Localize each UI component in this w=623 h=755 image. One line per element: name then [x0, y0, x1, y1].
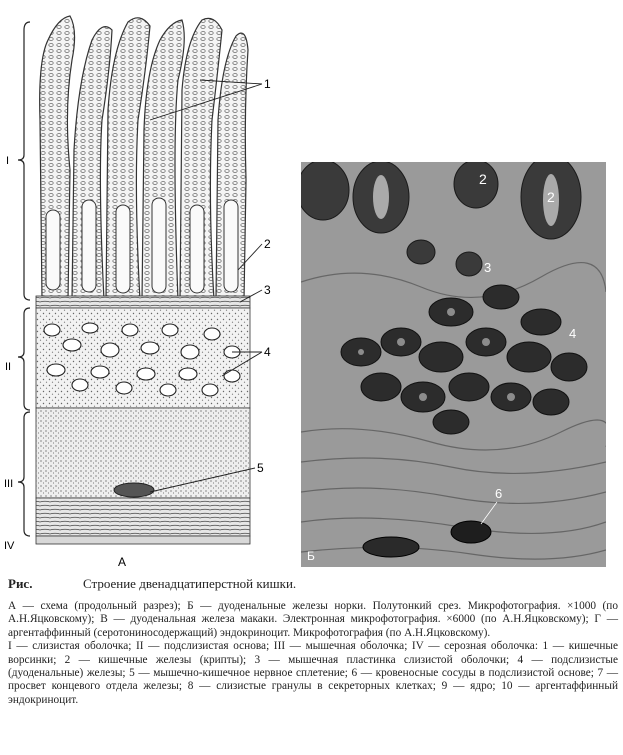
schematic-drawing-panel-a — [0, 0, 300, 572]
panel-b-letter: Б — [307, 549, 315, 563]
caption-paragraph-1: А — схема (продольный разрез); Б — дуоденальные железы норки. Полутонкий срез. Микрофотография. ×1000 (по А.Н.Яцковскому); В — дуоденальная железа макаки. Электронная микрофотография. ×6000 (по А.Н.Яцковскому); Г — аргентаффинный (серотониносодержащий) эндокриноцит. Микрофотография (по А.Н.Яцковскому). — [8, 600, 618, 639]
label-1: 1 — [264, 77, 271, 91]
submucosa-glands — [36, 308, 250, 408]
muscular-layer — [36, 408, 250, 536]
label-3: 3 — [264, 283, 271, 297]
photo-label-2b: 2 — [547, 189, 555, 205]
caption-title-text: Строение двенадцатиперстной кишки. — [83, 576, 297, 591]
layer-label-iii: III — [4, 478, 14, 490]
photo-label-6: 6 — [495, 486, 503, 501]
panel-a-letter: А — [118, 555, 127, 569]
figure-caption-title — [8, 576, 618, 592]
label-4: 4 — [264, 345, 271, 359]
layer-label-iv: IV — [4, 540, 15, 552]
nerve-plexus — [114, 483, 154, 497]
caption-paragraph-2: I — слизистая оболочка; II — подслизистая основа; III — мышечная оболочка; IV — серозная оболочка: 1 — кишечные ворсинки; 2 — кишечные железы (крипты); 3 — мышечная пластинка слизистой оболочки; 4 — подслизистые (дуоденальные) железы; 5 — мышечно-кишечное нервное сплетение; 6 — кровеносные сосуды в подслизистой основе; 7 — просвет концевого отдела железы; 8 — слизистые гранулы в секреторных клетках; 9 — ядро; 10 — аргентаффинный эндокриноцит. — [8, 640, 618, 706]
label-5: 5 — [257, 461, 264, 475]
photo-label-3: 3 — [484, 260, 492, 275]
photo-label-4: 4 — [569, 326, 577, 341]
label-2: 2 — [264, 237, 271, 251]
layer-label-ii: II — [5, 361, 12, 373]
figure-caption-body — [8, 600, 618, 707]
layer-brackets — [18, 22, 30, 536]
micrograph-panel-b — [301, 162, 606, 567]
layer-label-i: I — [6, 155, 10, 167]
photo-label-2a: 2 — [479, 171, 487, 187]
serosa — [36, 536, 250, 544]
villi — [40, 16, 248, 300]
caption-prefix: Рис. — [8, 576, 33, 591]
muscularis-mucosae — [36, 296, 250, 308]
